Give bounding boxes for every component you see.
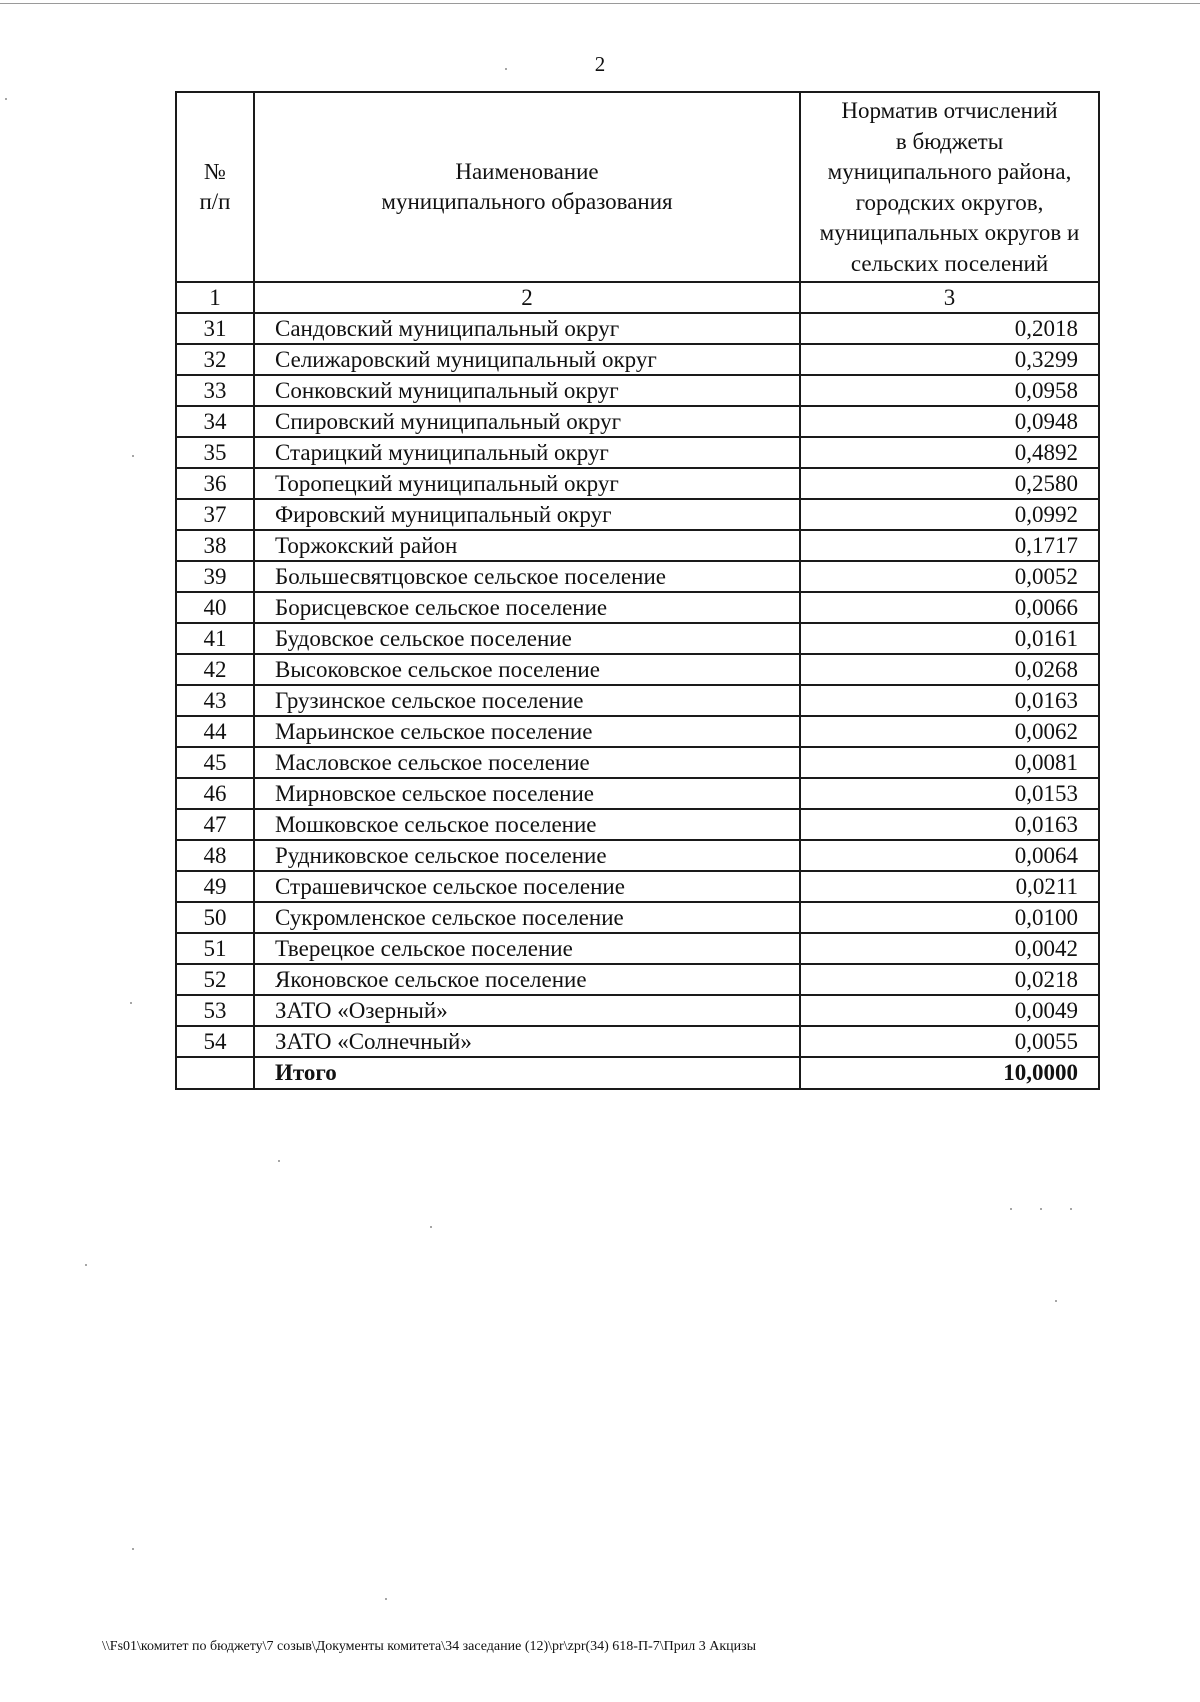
row-number: 35 xyxy=(176,437,254,468)
header-municipality-name: Наименование муниципального образования xyxy=(254,92,800,282)
row-number: 33 xyxy=(176,375,254,406)
row-municipality-name: Большесвятцовское сельское поселение xyxy=(254,561,800,592)
row-deduction-norm: 0,0081 xyxy=(800,747,1099,778)
row-number: 31 xyxy=(176,313,254,344)
table-row xyxy=(176,406,1099,437)
table-row xyxy=(176,964,1099,995)
row-municipality-name: Масловское сельское поселение xyxy=(254,747,800,778)
table-row xyxy=(176,840,1099,871)
row-municipality-name: ЗАТО «Озерный» xyxy=(254,995,800,1026)
row-number: 53 xyxy=(176,995,254,1026)
table-row xyxy=(176,995,1099,1026)
column-number: 3 xyxy=(800,282,1099,313)
table-row xyxy=(176,871,1099,902)
row-deduction-norm: 0,0153 xyxy=(800,778,1099,809)
row-municipality-name: Высоковское сельское поселение xyxy=(254,654,800,685)
row-municipality-name: Сукромленское сельское поселение xyxy=(254,902,800,933)
row-number: 38 xyxy=(176,530,254,561)
row-number: 49 xyxy=(176,871,254,902)
scan-speck xyxy=(5,98,7,100)
row-municipality-name: Марьинское сельское поселение xyxy=(254,716,800,747)
row-municipality-name: Спировский муниципальный округ xyxy=(254,406,800,437)
table-row xyxy=(176,561,1099,592)
row-deduction-norm: 0,0066 xyxy=(800,592,1099,623)
row-deduction-norm: 0,0958 xyxy=(800,375,1099,406)
row-deduction-norm: 0,0052 xyxy=(800,561,1099,592)
table-row xyxy=(176,623,1099,654)
table-row xyxy=(176,716,1099,747)
total-empty-cell xyxy=(176,1057,254,1089)
column-number: 1 xyxy=(176,282,254,313)
row-number: 37 xyxy=(176,499,254,530)
row-deduction-norm: 0,0992 xyxy=(800,499,1099,530)
row-municipality-name: Селижаровский муниципальный округ xyxy=(254,344,800,375)
scan-speck xyxy=(130,1002,132,1004)
row-deduction-norm: 0,2018 xyxy=(800,313,1099,344)
table-row xyxy=(176,592,1099,623)
scan-speck xyxy=(278,1160,280,1162)
total-value: 10,0000 xyxy=(800,1057,1099,1089)
row-deduction-norm: 0,0100 xyxy=(800,902,1099,933)
scan-speck xyxy=(430,1226,432,1228)
row-deduction-norm: 0,0163 xyxy=(800,685,1099,716)
row-number: 54 xyxy=(176,1026,254,1057)
row-number: 52 xyxy=(176,964,254,995)
row-deduction-norm: 0,0064 xyxy=(800,840,1099,871)
table-row xyxy=(176,313,1099,344)
scan-speck xyxy=(505,68,507,70)
total-label: Итого xyxy=(254,1057,800,1089)
table-row xyxy=(176,747,1099,778)
row-number: 42 xyxy=(176,654,254,685)
column-number: 2 xyxy=(254,282,800,313)
row-deduction-norm: 0,0163 xyxy=(800,809,1099,840)
table-header-row xyxy=(176,92,1099,282)
row-municipality-name: Сандовский муниципальный округ xyxy=(254,313,800,344)
row-number: 47 xyxy=(176,809,254,840)
row-municipality-name: Торопецкий муниципальный округ xyxy=(254,468,800,499)
scan-speck xyxy=(1040,1208,1042,1210)
row-number: 48 xyxy=(176,840,254,871)
row-number: 46 xyxy=(176,778,254,809)
table-row xyxy=(176,344,1099,375)
row-municipality-name: Сонковский муниципальный округ xyxy=(254,375,800,406)
row-deduction-norm: 0,0161 xyxy=(800,623,1099,654)
table-total-row xyxy=(176,1057,1099,1089)
scan-speck xyxy=(1010,1208,1012,1210)
row-municipality-name: ЗАТО «Солнечный» xyxy=(254,1026,800,1057)
row-municipality-name: Страшевичское сельское поселение xyxy=(254,871,800,902)
row-deduction-norm: 0,4892 xyxy=(800,437,1099,468)
deduction-norms-table xyxy=(175,91,1100,1090)
scan-speck xyxy=(85,1264,87,1266)
table-row xyxy=(176,654,1099,685)
footer-file-path: \\Fs01\комитет по бюджету\7 созыв\Документы комитета\34 заседание (12)\pr\zpr(34) 618-П-7\Прил 3 Акцизы xyxy=(102,1639,757,1654)
row-deduction-norm: 0,0268 xyxy=(800,654,1099,685)
row-number: 36 xyxy=(176,468,254,499)
row-number: 39 xyxy=(176,561,254,592)
scan-speck xyxy=(132,1548,134,1550)
table-row xyxy=(176,437,1099,468)
row-municipality-name: Тверецкое сельское поселение xyxy=(254,933,800,964)
row-deduction-norm: 0,2580 xyxy=(800,468,1099,499)
row-municipality-name: Мирновское сельское поселение xyxy=(254,778,800,809)
row-municipality-name: Рудниковское сельское поселение xyxy=(254,840,800,871)
table-row xyxy=(176,499,1099,530)
table-row xyxy=(176,778,1099,809)
table-row xyxy=(176,375,1099,406)
row-municipality-name: Фировский муниципальный округ xyxy=(254,499,800,530)
table-row xyxy=(176,468,1099,499)
row-deduction-norm: 0,1717 xyxy=(800,530,1099,561)
row-deduction-norm: 0,0062 xyxy=(800,716,1099,747)
scan-speck xyxy=(132,455,134,457)
row-deduction-norm: 0,3299 xyxy=(800,344,1099,375)
row-deduction-norm: 0,0211 xyxy=(800,871,1099,902)
row-municipality-name: Будовское сельское поселение xyxy=(254,623,800,654)
row-number: 44 xyxy=(176,716,254,747)
page-number: 2 xyxy=(594,52,606,76)
row-municipality-name: Грузинское сельское поселение xyxy=(254,685,800,716)
table-row xyxy=(176,933,1099,964)
scan-top-border xyxy=(0,3,1200,4)
row-municipality-name: Торжокский район xyxy=(254,530,800,561)
row-number: 43 xyxy=(176,685,254,716)
header-deduction-norm: Норматив отчислений в бюджеты муниципального района, городских округов, муниципальных округов и сельских поселений xyxy=(800,92,1099,282)
row-municipality-name: Старицкий муниципальный округ xyxy=(254,437,800,468)
column-number-row xyxy=(176,282,1099,313)
row-number: 40 xyxy=(176,592,254,623)
scan-speck xyxy=(385,1598,387,1600)
row-number: 45 xyxy=(176,747,254,778)
row-deduction-norm: 0,0042 xyxy=(800,933,1099,964)
row-number: 51 xyxy=(176,933,254,964)
row-deduction-norm: 0,0218 xyxy=(800,964,1099,995)
row-number: 32 xyxy=(176,344,254,375)
row-number: 41 xyxy=(176,623,254,654)
scan-speck xyxy=(1055,1300,1057,1302)
row-municipality-name: Яконовское сельское поселение xyxy=(254,964,800,995)
table-row xyxy=(176,530,1099,561)
row-municipality-name: Мошковское сельское поселение xyxy=(254,809,800,840)
scan-speck xyxy=(1070,1208,1072,1210)
table-row xyxy=(176,809,1099,840)
row-deduction-norm: 0,0948 xyxy=(800,406,1099,437)
row-municipality-name: Борисцевское сельское поселение xyxy=(254,592,800,623)
table-row xyxy=(176,902,1099,933)
table-row xyxy=(176,1026,1099,1057)
table-row xyxy=(176,685,1099,716)
row-deduction-norm: 0,0055 xyxy=(800,1026,1099,1057)
row-deduction-norm: 0,0049 xyxy=(800,995,1099,1026)
row-number: 50 xyxy=(176,902,254,933)
header-number: № п/п xyxy=(176,92,254,282)
row-number: 34 xyxy=(176,406,254,437)
